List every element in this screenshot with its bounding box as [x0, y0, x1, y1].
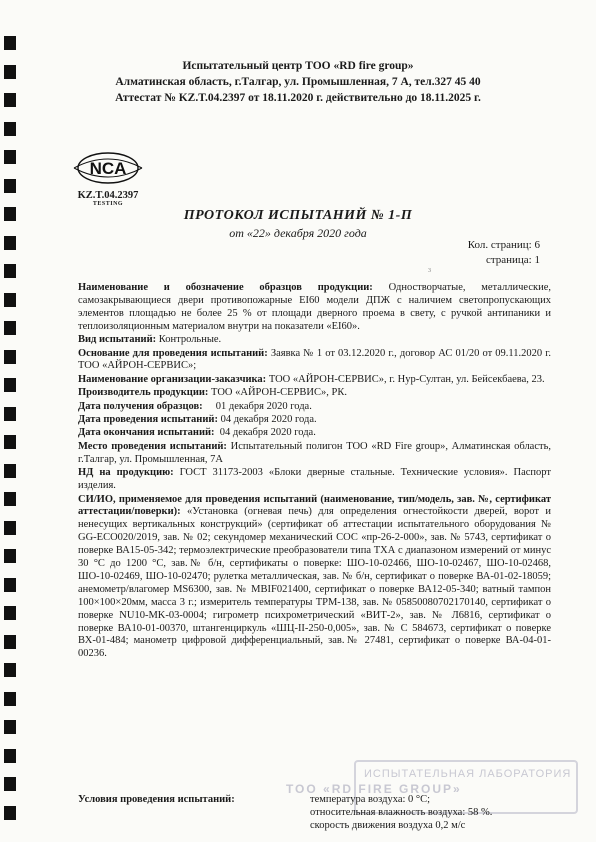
accreditation-logo	[64, 148, 152, 207]
binding-hole	[4, 549, 16, 563]
stamp-line-1: ИСПЫТАТЕЛЬНАЯ ЛАБОРАТОРИЯ	[364, 768, 572, 780]
field-row	[78, 347, 554, 374]
field-value: ТОО «АЙРОН-СЕРВИС», г. Нур-Султан, ул. Бейсекбаева, 23.	[266, 373, 545, 385]
field-value: 01 декабря 2020 года.	[202, 400, 312, 412]
binding-hole	[4, 606, 16, 620]
field-row	[78, 282, 554, 334]
field-row	[78, 334, 551, 347]
field-row	[78, 493, 554, 662]
logo-text: NCA	[89, 159, 127, 178]
header-line-2: Алматинская область, г.Талгар, ул. Промышленная, 7 А, тел.327 45 40	[115, 76, 481, 88]
field-value: Испытательный полигон ТОО «RD Fire group», Алматинская область, г.Талгар, ул. Промышленная, 7А	[78, 440, 554, 465]
header-line-1: Испытательный центр ТОО «RD fire group»	[182, 60, 414, 72]
binding-hole	[4, 179, 16, 193]
conditions-values	[310, 793, 570, 832]
binding-strip	[0, 0, 22, 842]
test-conditions	[78, 793, 558, 831]
binding-hole	[4, 293, 16, 307]
condition-wind: скорость движения воздуха 0,2 м/с	[310, 820, 466, 831]
field-value: 04 декабря 2020 года.	[214, 427, 316, 439]
binding-hole	[4, 122, 16, 136]
field-row	[78, 414, 551, 427]
field-label: Вид испытаний:	[78, 334, 157, 346]
binding-hole	[4, 350, 16, 364]
binding-hole	[4, 521, 16, 535]
field-row	[78, 374, 551, 387]
protocol-title: ПРОТОКОЛ ИСПЫТАНИЙ № 1-П	[183, 208, 413, 223]
field-label: Место проведения испытаний:	[78, 440, 227, 452]
field-label: Дата окончания испытаний:	[78, 427, 215, 439]
binding-hole	[4, 36, 16, 50]
binding-hole	[4, 407, 16, 421]
logo-reg-number: KZ.T.04.2397	[77, 190, 139, 201]
condition-humidity: относительная влажность воздуха: 58 %.	[310, 807, 493, 818]
binding-hole	[4, 749, 16, 763]
condition-temperature: температура воздуха: 0 °С;	[310, 794, 431, 805]
protocol-fields	[78, 282, 554, 662]
field-label: Наименование и обозначение образцов продукции:	[78, 282, 373, 293]
binding-hole	[4, 692, 16, 706]
field-row	[78, 401, 551, 414]
page-mark: 3	[428, 268, 431, 274]
protocol-date: от «22» декабря 2020 года	[229, 226, 367, 240]
stamp-line-2: ТОО «RD FIRE GROUP»	[286, 782, 462, 796]
binding-hole	[4, 378, 16, 392]
field-label: Основание для проведения испытаний:	[78, 347, 268, 359]
field-value: ГОСТ 31173-2003 «Блоки дверные стальные. Технические условия». Паспорт изделия.	[78, 467, 554, 492]
header-line-3: Аттестат № KZ.T.04.2397 от 18.11.2020 г. действительно до 18.11.2025 г.	[115, 92, 481, 104]
field-value: ТОО «АЙРОН-СЕРВИС», РК.	[208, 387, 347, 399]
field-value: «Установка (огневая печь) для определения огнестойкости дверей, ворот и ненесущих вертикальных конструкций» (сертификат об аттестации испытательного оборудования № GG-ECO020/2019, зав. № 02; секундомер механический СОС «пр-26-2-000», зав. № 5743, сертификат о поверке ВА15-05-342; термоэлектрические преобразователи типа ТХА с диапазоном измерений от минус 30 °С до 1200 °С, зав.№ б/н, сертификаты о поверке: ШО-10-02466, ШО-10-02467, ШО-10-02468, ШО-10-02469, ШО-10-02470; рулетка металлическая, зав. № б/н, сертификат о поверке ВА-01-02-18059; анемометр/влагомер MS6300, зав. № MBIF021400, сертификат о поверке ВА12-05-340; ватный тампон 100×100×20мм, масса 3 г.; измеритель температуры ТРМ-138, зав. № 05850080702170140, сертификат о поверке NU10-MK-03-0004; гигрометр психрометрический «ВИТ-2», зав. № Л6816, сертификат о поверке ВА10-01-00370, штангенциркуль «ШЦ-II-250-0,005», зав. № С 584673, сертификат о поверке ВХ-01-484; манометр цифровой дифференциальный, зав.№ 27481, сертификат о поверке ВА-04-01-00236.	[78, 506, 554, 660]
field-row	[78, 467, 554, 493]
binding-hole	[4, 264, 16, 278]
field-value: Контрольные.	[156, 334, 222, 346]
page-count	[468, 238, 540, 268]
binding-hole	[4, 464, 16, 478]
logo-subtitle: TESTING	[92, 201, 124, 207]
binding-hole	[4, 635, 16, 649]
binding-hole	[4, 578, 16, 592]
nca-emblem-icon	[64, 148, 152, 188]
field-label: Дата получения образцов:	[78, 400, 203, 412]
binding-hole	[4, 720, 16, 734]
binding-hole	[4, 663, 16, 677]
field-value: Заявка № 1 от 03.12.2020 г., договор АС 01/20 от 09.11.2020 г. ТОО «АЙРОН-СЕРВИС»;	[78, 347, 554, 372]
binding-hole	[4, 435, 16, 449]
binding-hole	[4, 150, 16, 164]
field-value: Одностворчатые, металлические, самозакрывающиеся двери противопожарные EI60 модели ДПЖ с наличием светопропускающих элементов площадью не более 25 % от площади дверного проема в свету, с ручкой антипаники и теплоизоляционным материалом внутри на показатели «EI60».	[78, 282, 554, 332]
field-label: Наименование организации-заказчика:	[78, 373, 267, 385]
field-label: НД на продукцию:	[78, 467, 174, 479]
binding-hole	[4, 777, 16, 791]
field-row	[78, 427, 551, 440]
conditions-label: Условия проведения испытаний:	[78, 794, 235, 805]
binding-hole	[4, 492, 16, 506]
field-row	[78, 387, 551, 400]
field-label: СИ/ИО, применяемое для проведения испытаний (наименование, тип/модель, зав. №, сертификат аттестации/поверки):	[78, 493, 551, 518]
field-label: Производитель продукции:	[78, 387, 209, 399]
page-current: страница: 1	[485, 254, 540, 266]
pages-total: Кол. страниц: 6	[467, 239, 540, 251]
field-row	[78, 440, 554, 467]
field-value: 04 декабря 2020 года.	[217, 414, 317, 426]
field-label: Дата проведения испытаний:	[78, 414, 218, 426]
binding-hole	[4, 806, 16, 820]
binding-hole	[4, 321, 16, 335]
